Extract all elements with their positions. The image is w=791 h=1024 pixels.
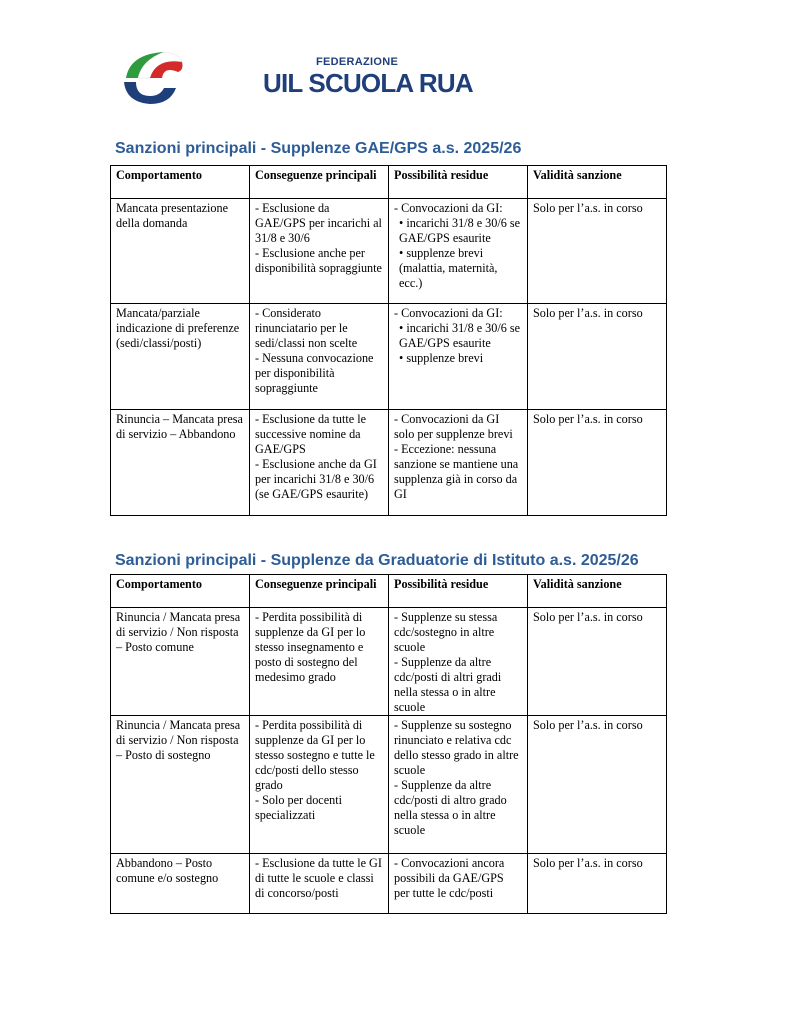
- cell-text: - Nessuna convocazione per disponibilità sopraggiunte: [255, 351, 374, 395]
- column-header-comportamento: Comportamento: [111, 166, 250, 199]
- cell-validita: [528, 608, 667, 716]
- table-1-title: Sanzioni principali - Supplenze GAE/GPS a.s. 2025/26: [115, 140, 522, 157]
- table-row: [111, 608, 667, 716]
- column-header-comportamento: Comportamento: [111, 575, 250, 608]
- sanctions-table-gae-gps: [110, 165, 667, 516]
- cell-possibilita: [389, 608, 528, 716]
- table-body: [111, 608, 667, 914]
- logo-subtitle: FEDERAZIONE: [316, 56, 399, 68]
- cell-comportamento: [111, 304, 250, 410]
- cell-possibilita: [389, 199, 528, 304]
- cell-text: Rinuncia – Mancata presa di servizio – Abbandono: [116, 412, 243, 441]
- cell-text: Solo per l’a.s. in corso: [533, 610, 643, 624]
- table-row: [111, 716, 667, 854]
- cell-text: - Esclusione anche da GI per incarichi 31/8 e 30/6 (se GAE/GPS esaurite): [255, 457, 377, 501]
- cell-text: - Considerato rinunciatario per le sedi/classi non scelte: [255, 306, 358, 350]
- cell-validita: [528, 854, 667, 914]
- logo-emblem-icon: [120, 48, 184, 106]
- cell-comportamento: [111, 608, 250, 716]
- cell-text: Rinuncia / Mancata presa di servizio / Non risposta – Posto comune: [116, 610, 241, 654]
- cell-text: Solo per l’a.s. in corso: [533, 306, 643, 320]
- sanctions-table-graduatorie-istituto: [110, 574, 667, 914]
- cell-possibilita: [389, 410, 528, 516]
- cell-text: - Esclusione da tutte le successive nomine da GAE/GPS: [255, 412, 367, 456]
- column-header-validita: Validità sanzione: [528, 166, 667, 199]
- cell-text: - Convocazioni da GI:: [394, 306, 503, 320]
- cell-text: - Solo per docenti specializzati: [255, 793, 342, 822]
- cell-validita: [528, 199, 667, 304]
- table-row: [111, 199, 667, 304]
- column-header-possibilita: Possibilità residue: [389, 575, 528, 608]
- cell-text: Solo per l’a.s. in corso: [533, 412, 643, 426]
- cell-text: - Esclusione da tutte le GI di tutte le scuole e classi di concorso/posti: [255, 856, 382, 900]
- cell-comportamento: [111, 854, 250, 914]
- cell-text: - Eccezione: nessuna sanzione se mantiene una supplenza già in corso da GI: [394, 442, 519, 501]
- bullet-item: • incarichi 31/8 e 30/6 se GAE/GPS esaurite: [399, 216, 521, 245]
- bullet-item: • supplenze brevi (malattia, maternità, ecc.): [399, 246, 498, 290]
- cell-conseguenze: [250, 304, 389, 410]
- uil-scuola-rua-logo: [120, 44, 473, 108]
- cell-text: - Convocazioni da GI solo per supplenze brevi: [394, 412, 513, 441]
- column-header-conseguenze: Conseguenze principali: [250, 575, 389, 608]
- cell-text: - Convocazioni da GI:: [394, 201, 503, 215]
- cell-possibilita: [389, 304, 528, 410]
- cell-validita: [528, 410, 667, 516]
- cell-text: - Convocazioni ancora possibili da GAE/GPS per tutte le cdc/posti: [394, 856, 505, 900]
- table-header-row: [111, 575, 667, 608]
- table-2-title: Sanzioni principali - Supplenze da Graduatorie di Istituto a.s. 2025/26: [115, 552, 639, 569]
- column-header-validita: Validità sanzione: [528, 575, 667, 608]
- cell-text: Mancata presentazione della domanda: [116, 201, 228, 230]
- cell-validita: [528, 716, 667, 854]
- cell-conseguenze: [250, 410, 389, 516]
- table-row: [111, 304, 667, 410]
- cell-text: - Supplenze da altre cdc/posti di altri gradi nella stessa o in altre scuole: [394, 655, 502, 714]
- table-row: [111, 410, 667, 516]
- cell-text: - Supplenze da altre cdc/posti di altro grado nella stessa o in altre scuole: [394, 778, 507, 837]
- logo-title: UIL SCUOLA RUA: [263, 68, 473, 98]
- table-row: [111, 854, 667, 914]
- cell-conseguenze: [250, 199, 389, 304]
- cell-text: Solo per l’a.s. in corso: [533, 201, 643, 215]
- cell-possibilita: [389, 854, 528, 914]
- cell-text: Solo per l’a.s. in corso: [533, 718, 643, 732]
- cell-conseguenze: [250, 716, 389, 854]
- cell-text: - Esclusione da GAE/GPS per incarichi al 31/8 e 30/6: [255, 201, 382, 245]
- cell-possibilita: [389, 716, 528, 854]
- cell-text: Solo per l’a.s. in corso: [533, 856, 643, 870]
- bullet-item: • incarichi 31/8 e 30/6 se GAE/GPS esaurite: [399, 321, 521, 350]
- cell-validita: [528, 304, 667, 410]
- cell-text: - Perdita possibilità di supplenze da GI per lo stesso insegnamento e posto di sostegno del medesimo grado: [255, 610, 366, 684]
- cell-conseguenze: [250, 854, 389, 914]
- cell-text: - Supplenze su stessa cdc/sostegno in altre scuole: [394, 610, 498, 654]
- table-body: [111, 199, 667, 516]
- cell-comportamento: [111, 199, 250, 304]
- cell-conseguenze: [250, 608, 389, 716]
- table-header-row: [111, 166, 667, 199]
- cell-text: Abbandono – Posto comune e/o sostegno: [116, 856, 219, 885]
- cell-text: - Esclusione anche per disponibilità sopraggiunte: [255, 246, 382, 275]
- cell-text: Mancata/parziale indicazione di preferenze (sedi/classi/posti): [116, 306, 240, 350]
- cell-text: Rinuncia / Mancata presa di servizio / Non risposta – Posto di sostegno: [116, 718, 241, 762]
- column-header-possibilita: Possibilità residue: [389, 166, 528, 199]
- column-header-conseguenze: Conseguenze principali: [250, 166, 389, 199]
- cell-comportamento: [111, 716, 250, 854]
- bullet-item: • supplenze brevi: [399, 351, 484, 365]
- cell-comportamento: [111, 410, 250, 516]
- cell-text: - Supplenze su sostegno rinunciato e relativa cdc dello stesso grado in altre scuole: [394, 718, 519, 777]
- cell-text: - Perdita possibilità di supplenze da GI per lo stesso sostegno e tutte le cdc/posti dello stesso grado: [255, 718, 375, 792]
